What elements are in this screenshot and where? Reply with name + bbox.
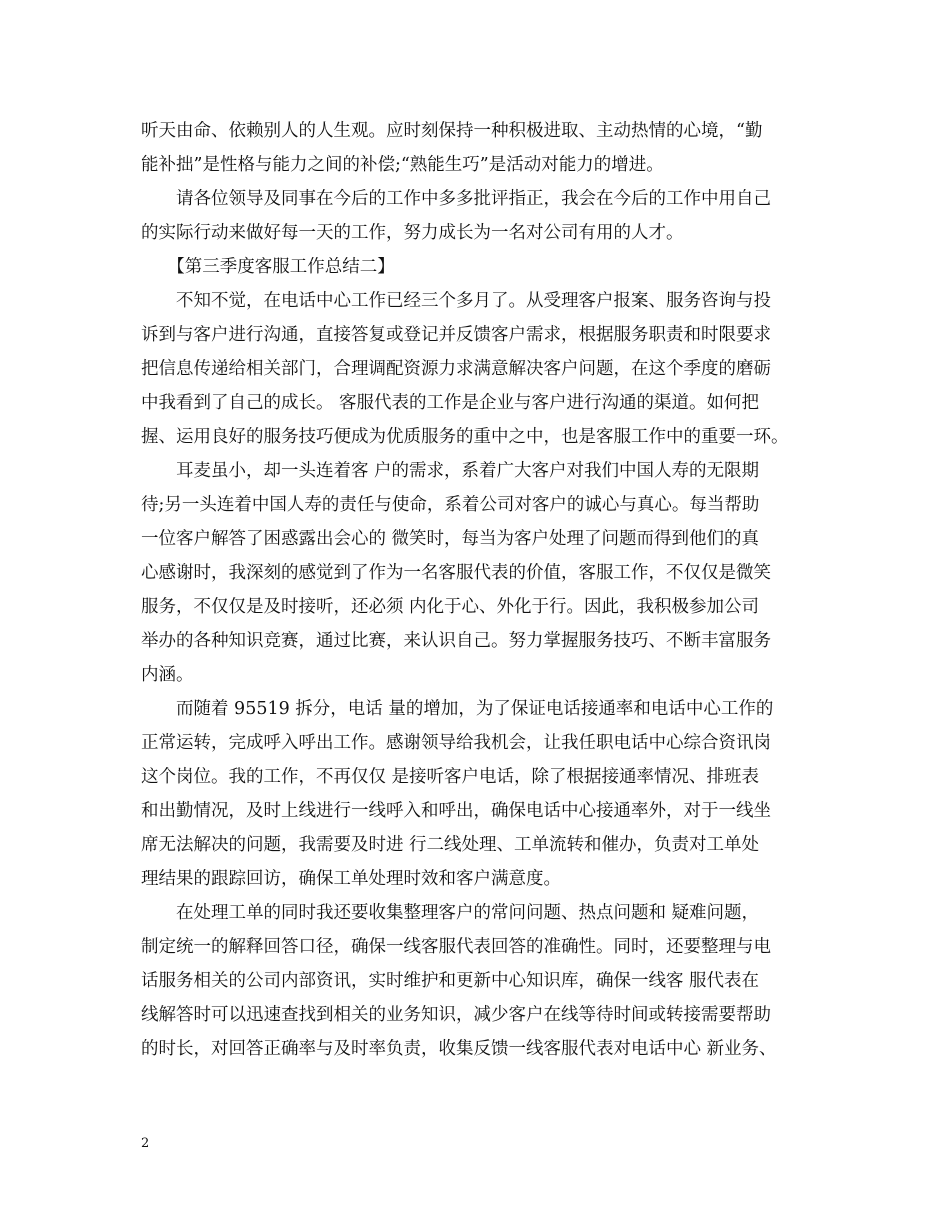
text-line: 服务，不仅仅是及时接听，还必须 内化于心、外化于行。因此，我积极参加公司 xyxy=(141,597,760,617)
text-line: 线解答时可以迅速查找到相关的业务知识，减少客户在线等待时间或转接需要帮助 xyxy=(141,1005,771,1025)
document-body xyxy=(141,114,821,1066)
text-line: 制定统一的解释回答口径，确保一线客服代表回答的准确性。同时，还要整理与电 xyxy=(141,937,771,957)
text-line: 能补拙”是性格与能力之间的补偿;“熟能生巧”是活动对能力的增进。 xyxy=(141,155,664,175)
text-line: 待;另一头连着中国人寿的责任与使命，系着公司对客户的诚心与真心。每当帮助 xyxy=(141,495,760,515)
text-line: 在处理工单的同时我还要收集整理客户的常问问题、热点问题和 疑难问题， xyxy=(141,903,760,923)
text-line: 心感谢时，我深刻的感觉到了作为一名客服代表的价值，客服工作，不仅仅是微笑 xyxy=(141,563,771,583)
text-line: 把信息传递给相关部门，合理调配资源力求满意解决客户问题，在这个季度的磨砺 xyxy=(141,359,771,379)
text-line: 【第三季度客服工作总结二】 xyxy=(141,257,395,277)
text-line: 这个岗位。我的工作，不再仅仅 是接听客户电话，除了根据接通率情况、排班表 xyxy=(141,767,760,787)
text-line: 而随着 95519 拆分，电话 量的增加，为了保证电话接通率和电话中心工作的 xyxy=(141,699,774,719)
text-line: 理结果的跟踪回访，确保工单处理时效和客户满意度。 xyxy=(141,869,561,889)
text-line: 举办的各种知识竞赛，通过比赛，来认识自己。努力掌握服务技巧、不断丰富服务 xyxy=(141,631,771,651)
text-line: 诉到与客户进行沟通，直接答复或登记并反馈客户需求，根据服务职责和时限要求 xyxy=(141,325,771,345)
text-line: 中我看到了自己的成长。 客服代表的工作是企业与客户进行沟通的渠道。如何把 xyxy=(141,393,760,413)
text-line: 握、运用良好的服务技巧便成为优质服务的重中之中，也是客服工作中的重要一环。 xyxy=(141,427,789,447)
text-line: 的实际行动来做好每一天的工作，努力成长为一名对公司有用的人才。 xyxy=(141,223,684,243)
text-line: 席无法解决的问题，我需要及时进 行二线处理、工单流转和催办，负责对工单处 xyxy=(141,835,760,855)
text-line: 听天由命、依赖别人的人生观。应时刻保持一种积极进取、主动热情的心境，“勤 xyxy=(141,121,763,141)
text-line: 和出勤情况，及时上线进行一线呼入和呼出，确保电话中心接通率外，对于一线坐 xyxy=(141,801,771,821)
text-line: 一位客户解答了困惑露出会心的 微笑时，每当为客户处理了问题而得到他们的真 xyxy=(141,529,760,549)
text-line: 内涵。 xyxy=(141,665,194,685)
text-line: 正常运转，完成呼入呼出工作。感谢领导给我机会，让我任职电话中心综合资讯岗 xyxy=(141,733,771,753)
text-line: 的时长，对回答正确率与及时率负责，收集反馈一线客服代表对电话中心 新业务、 xyxy=(141,1039,777,1059)
text-line: 话服务相关的公司内部资讯，实时维护和更新中心知识库，确保一线客 服代表在 xyxy=(141,971,760,991)
text-line: 不知不觉，在电话中心工作已经三个多月了。从受理客户报案、服务咨询与投 xyxy=(141,291,771,311)
text-line: 耳麦虽小，却一头连着客 户的需求，系着广大客户对我们中国人寿的无限期 xyxy=(141,461,760,481)
text-line: 请各位领导及同事在今后的工作中多多批评指正，我会在今后的工作中用自己 xyxy=(141,189,771,209)
page-number: 2 xyxy=(141,1136,150,1151)
